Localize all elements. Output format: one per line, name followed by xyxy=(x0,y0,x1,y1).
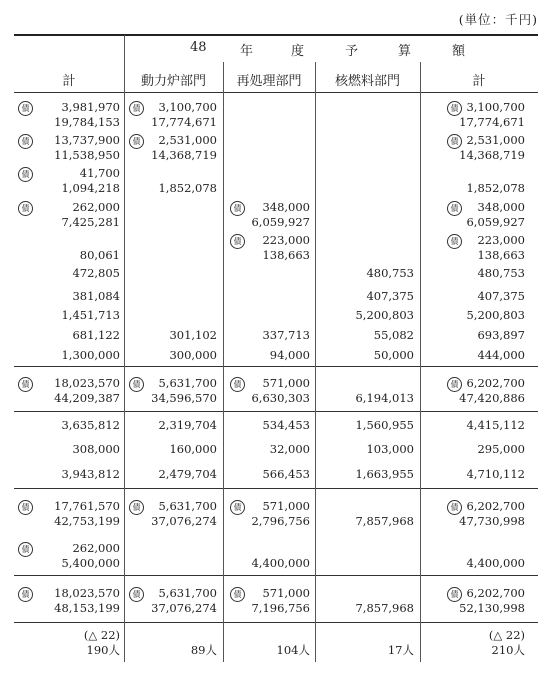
header-total-right: 計 xyxy=(472,74,486,89)
table-cell xyxy=(388,628,414,658)
cell-value: 1,451,713 xyxy=(61,308,120,322)
cell-value xyxy=(466,166,525,181)
debt-mark-icon: 債 xyxy=(129,101,144,116)
table-cell xyxy=(61,308,120,323)
cell-value: 32,000 xyxy=(269,442,310,456)
table-cell xyxy=(151,586,217,616)
debt-mark-icon: 債 xyxy=(129,377,144,392)
cell-value: 17人 xyxy=(387,643,414,657)
cell-value: 262,000 xyxy=(72,541,120,555)
cell-value: 37,076,274 xyxy=(151,514,217,528)
cell-value: 37,076,274 xyxy=(151,601,217,615)
table-cell xyxy=(54,133,120,163)
debt-mark-icon: 債 xyxy=(230,377,245,392)
debt-mark-icon: 債 xyxy=(129,500,144,515)
table-top-rule xyxy=(14,34,538,36)
table-cell xyxy=(459,499,525,529)
cell-value: 14,368,719 xyxy=(459,148,525,162)
debt-mark-icon: 債 xyxy=(18,587,33,602)
debt-mark-icon: 債 xyxy=(447,201,462,216)
debt-mark-icon: 債 xyxy=(230,234,245,249)
section-rule-4 xyxy=(14,575,538,576)
cell-value: 223,000 xyxy=(262,233,310,247)
col-divider-2 xyxy=(223,62,224,662)
header-gaku: 額 xyxy=(452,44,466,59)
cell-value: 5,631,700 xyxy=(158,499,217,513)
table-cell xyxy=(459,586,525,616)
debt-mark-icon: 債 xyxy=(18,134,33,149)
cell-value: 94,000 xyxy=(269,348,310,362)
section-rule-2 xyxy=(14,411,538,412)
cell-value: 300,000 xyxy=(169,348,217,362)
table-cell xyxy=(72,289,120,304)
debt-mark-icon: 債 xyxy=(18,542,33,557)
table-cell xyxy=(466,308,525,323)
cell-value: 18,023,570 xyxy=(54,586,120,600)
table-cell xyxy=(151,133,217,163)
cell-value: 4,710,112 xyxy=(466,467,525,481)
section-rule-3 xyxy=(14,488,538,489)
table-cell xyxy=(251,541,310,571)
header-do: 度 xyxy=(291,44,305,59)
header-reactor: 動力炉部門 xyxy=(140,74,206,89)
cell-value: 407,375 xyxy=(477,289,525,303)
cell-value: 1,300,000 xyxy=(61,348,120,362)
cell-value xyxy=(355,586,414,601)
table-cell xyxy=(262,233,310,263)
cell-value: 381,084 xyxy=(72,289,120,303)
table-cell xyxy=(355,586,414,616)
cell-value: 262,000 xyxy=(72,200,120,214)
cell-value xyxy=(277,628,310,643)
cell-value: 160,000 xyxy=(169,442,217,456)
table-cell xyxy=(459,376,525,406)
cell-value xyxy=(80,233,120,248)
debt-mark-icon: 債 xyxy=(447,587,462,602)
cell-value: 42,753,199 xyxy=(54,514,120,528)
col-divider-4 xyxy=(420,62,421,662)
cell-value xyxy=(355,499,414,514)
table-cell xyxy=(270,348,310,363)
table-cell xyxy=(374,348,414,363)
table-cell xyxy=(477,289,525,304)
header-total-left: 計 xyxy=(62,74,76,89)
cell-value: 3,943,812 xyxy=(61,467,120,481)
cell-value: 14,368,719 xyxy=(151,148,217,162)
cell-value: 44,209,387 xyxy=(54,391,120,405)
cell-value: 6,630,303 xyxy=(251,391,310,405)
table-cell xyxy=(477,266,525,281)
cell-value: 7,196,756 xyxy=(251,601,310,615)
cell-value: 18,023,570 xyxy=(54,376,120,390)
table-cell xyxy=(262,467,310,482)
cell-value: 19,784,153 xyxy=(54,115,120,129)
cell-value: (△ 22) xyxy=(83,628,120,642)
cell-value: 11,538,950 xyxy=(54,148,120,162)
table-cell xyxy=(477,233,525,263)
cell-value: 407,375 xyxy=(366,289,414,303)
table-cell xyxy=(374,328,414,343)
cell-value xyxy=(466,541,525,556)
table-cell xyxy=(466,418,525,433)
cell-value: 2,531,000 xyxy=(158,133,217,147)
cell-value: 4,400,000 xyxy=(251,556,310,570)
cell-value: 480,753 xyxy=(477,266,525,280)
cell-value: 1,094,218 xyxy=(61,181,120,195)
header-year: 48 xyxy=(190,40,207,55)
header-yo: 予 xyxy=(345,44,359,59)
cell-value: 138,663 xyxy=(262,248,310,262)
section-rule-1 xyxy=(14,366,538,367)
table-cell xyxy=(54,376,120,406)
cell-value: 571,000 xyxy=(262,376,310,390)
cell-value xyxy=(251,541,310,556)
section-rule-5 xyxy=(14,622,538,623)
debt-mark-icon: 債 xyxy=(18,167,33,182)
cell-value: 41,700 xyxy=(79,166,120,180)
table-cell xyxy=(72,442,120,457)
cell-value: 52,130,998 xyxy=(459,601,525,615)
table-cell xyxy=(169,348,217,363)
debt-mark-icon: 債 xyxy=(129,587,144,602)
table-cell xyxy=(61,166,120,196)
cell-value: 1,663,955 xyxy=(355,467,414,481)
table-cell xyxy=(72,328,120,343)
cell-value: 4,415,112 xyxy=(466,418,525,432)
header-rule xyxy=(14,92,538,93)
cell-value: 308,000 xyxy=(72,442,120,456)
cell-value: 5,200,803 xyxy=(355,308,414,322)
table-cell xyxy=(355,376,414,406)
cell-value: 2,531,000 xyxy=(466,133,525,147)
debt-mark-icon: 債 xyxy=(230,587,245,602)
cell-value: 6,059,927 xyxy=(251,215,310,229)
table-cell xyxy=(251,499,310,529)
table-cell xyxy=(270,442,310,457)
debt-mark-icon: 債 xyxy=(447,234,462,249)
cell-value: 17,761,570 xyxy=(54,499,120,513)
cell-value: 681,122 xyxy=(72,328,120,342)
table-cell xyxy=(251,376,310,406)
cell-value: 4,400,000 xyxy=(466,556,525,570)
cell-value: 47,420,886 xyxy=(459,391,525,405)
cell-value: 47,730,998 xyxy=(459,514,525,528)
debt-mark-icon: 債 xyxy=(129,134,144,149)
table-cell xyxy=(366,289,414,304)
cell-value: 348,000 xyxy=(477,200,525,214)
unit-label: (単位：千円) xyxy=(458,12,538,27)
table-cell xyxy=(466,541,525,571)
cell-value xyxy=(158,166,217,181)
table-cell xyxy=(459,133,525,163)
table-cell xyxy=(169,328,217,343)
cell-value: 80,061 xyxy=(79,248,120,262)
table-cell xyxy=(466,467,525,482)
table-cell xyxy=(169,442,217,457)
cell-value: 348,000 xyxy=(262,200,310,214)
cell-value: 48,153,199 xyxy=(54,601,120,615)
cell-value: 13,737,900 xyxy=(54,133,120,147)
header-fuel: 核燃料部門 xyxy=(334,74,400,89)
cell-value: 103,000 xyxy=(366,442,414,456)
cell-value: 7,857,968 xyxy=(355,601,414,615)
table-cell xyxy=(54,100,120,130)
table-cell xyxy=(262,328,310,343)
debt-mark-icon: 債 xyxy=(447,500,462,515)
cell-value: 2,479,704 xyxy=(158,467,217,481)
cell-value: 223,000 xyxy=(477,233,525,247)
table-cell xyxy=(477,442,525,457)
cell-value: 7,425,281 xyxy=(61,215,120,229)
table-cell xyxy=(80,233,120,263)
cell-value: 55,082 xyxy=(373,328,414,342)
debt-mark-icon: 債 xyxy=(18,377,33,392)
debt-mark-icon: 債 xyxy=(230,201,245,216)
table-cell xyxy=(151,100,217,130)
cell-value: 34,596,570 xyxy=(151,391,217,405)
cell-value xyxy=(388,628,414,643)
cell-value: 571,000 xyxy=(262,586,310,600)
table-cell xyxy=(158,467,217,482)
header-reprocess: 再処理部門 xyxy=(236,74,302,89)
table-cell xyxy=(72,266,120,281)
debt-mark-icon: 債 xyxy=(447,101,462,116)
cell-value: 89人 xyxy=(190,643,217,657)
table-cell xyxy=(251,200,310,230)
cell-value: 5,631,700 xyxy=(158,586,217,600)
debt-mark-icon: 債 xyxy=(447,134,462,149)
cell-value: 5,400,000 xyxy=(61,556,120,570)
cell-value: 6,202,700 xyxy=(466,499,525,513)
cell-value: 3,100,700 xyxy=(158,100,217,114)
debt-mark-icon: 債 xyxy=(447,377,462,392)
cell-value: 3,981,970 xyxy=(61,100,120,114)
table-cell xyxy=(61,467,120,482)
cell-value: 295,000 xyxy=(477,442,525,456)
cell-value: 566,453 xyxy=(262,467,310,481)
table-cell xyxy=(355,499,414,529)
table-cell xyxy=(251,586,310,616)
cell-value: 6,059,927 xyxy=(466,215,525,229)
cell-value xyxy=(191,628,217,643)
table-cell xyxy=(61,418,120,433)
table-cell xyxy=(477,348,525,363)
cell-value: 1,560,955 xyxy=(355,418,414,432)
cell-value xyxy=(355,376,414,391)
table-cell xyxy=(477,328,525,343)
cell-value: 6,202,700 xyxy=(466,586,525,600)
cell-value: 17,774,671 xyxy=(459,115,525,129)
cell-value: 472,805 xyxy=(72,266,120,280)
table-cell xyxy=(366,266,414,281)
table-cell xyxy=(158,166,217,196)
cell-value: (△ 22) xyxy=(488,628,525,642)
cell-value: 50,000 xyxy=(373,348,414,362)
table-cell xyxy=(54,499,120,529)
cell-value: 534,453 xyxy=(262,418,310,432)
cell-value: 210人 xyxy=(491,643,525,657)
cell-value: 5,200,803 xyxy=(466,308,525,322)
header-nen: 年 xyxy=(240,44,254,59)
cell-value: 480,753 xyxy=(366,266,414,280)
table-cell xyxy=(355,308,414,323)
cell-value: 6,194,013 xyxy=(355,391,414,405)
cell-value: 6,202,700 xyxy=(466,376,525,390)
cell-value: 301,102 xyxy=(169,328,217,342)
debt-mark-icon: 債 xyxy=(230,500,245,515)
cell-value: 138,663 xyxy=(477,248,525,262)
table-cell xyxy=(277,628,310,658)
table-cell xyxy=(466,166,525,196)
cell-value: 2,319,704 xyxy=(158,418,217,432)
cell-value: 1,852,078 xyxy=(466,181,525,195)
table-cell xyxy=(61,200,120,230)
debt-mark-icon: 債 xyxy=(18,101,33,116)
table-cell xyxy=(151,499,217,529)
cell-value: 1,852,078 xyxy=(158,181,217,195)
table-cell xyxy=(355,467,414,482)
cell-value: 7,857,968 xyxy=(355,514,414,528)
table-cell xyxy=(355,418,414,433)
cell-value: 693,897 xyxy=(477,328,525,342)
table-cell xyxy=(366,442,414,457)
debt-mark-icon: 債 xyxy=(18,500,33,515)
cell-value: 17,774,671 xyxy=(151,115,217,129)
table-cell xyxy=(459,100,525,130)
cell-value: 5,631,700 xyxy=(158,376,217,390)
table-cell xyxy=(54,586,120,616)
header-san: 算 xyxy=(398,44,412,59)
cell-value: 3,635,812 xyxy=(61,418,120,432)
cell-value: 2,796,756 xyxy=(251,514,310,528)
col-divider-3 xyxy=(315,62,316,662)
cell-value: 104人 xyxy=(276,643,310,657)
table-cell xyxy=(61,348,120,363)
cell-value: 571,000 xyxy=(262,499,310,513)
table-cell xyxy=(191,628,217,658)
cell-value: 337,713 xyxy=(262,328,310,342)
col-divider-1 xyxy=(124,35,125,662)
table-cell xyxy=(489,628,525,658)
table-cell xyxy=(61,541,120,571)
table-cell xyxy=(84,628,120,658)
table-cell xyxy=(466,200,525,230)
table-cell xyxy=(262,418,310,433)
cell-value: 190人 xyxy=(86,643,120,657)
table-cell xyxy=(151,376,217,406)
cell-value: 444,000 xyxy=(477,348,525,362)
debt-mark-icon: 債 xyxy=(18,201,33,216)
cell-value: 3,100,700 xyxy=(466,100,525,114)
table-cell xyxy=(158,418,217,433)
